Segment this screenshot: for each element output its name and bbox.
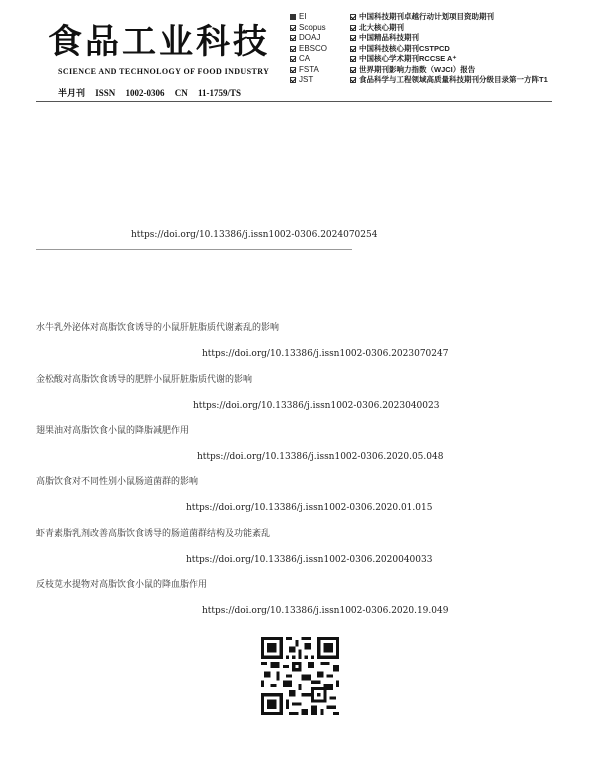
journal-frequency: 半月刊 bbox=[58, 88, 86, 98]
checkbox-checked-icon bbox=[290, 46, 296, 52]
related-article-title[interactable]: 高脂饮食对不同性别小鼠肠道菌群的影响 bbox=[36, 477, 199, 487]
related-article-title[interactable]: 反枝苋水提物对高脂饮食小鼠的降血脂作用 bbox=[36, 580, 208, 590]
checkbox-checked-icon bbox=[350, 14, 356, 20]
related-article-doi[interactable]: https://doi.org/10.13386/j.issn1002-0306.2020.01.015 bbox=[186, 503, 433, 513]
checkbox-checked-icon bbox=[350, 35, 356, 41]
related-article-doi[interactable]: https://doi.org/10.13386/j.issn1002-0306.2020.05.048 bbox=[197, 452, 444, 462]
checkbox-checked-icon bbox=[350, 77, 356, 83]
index-item: EI bbox=[290, 12, 327, 23]
index-item: CA bbox=[290, 54, 327, 65]
related-article-title[interactable]: 金松酸对高脂饮食诱导的肥胖小鼠肝脏脂质代谢的影响 bbox=[36, 375, 253, 385]
related-article-title[interactable]: 虾青素脂乳剂改善高脂饮食诱导的肠道菌群结构及功能紊乱 bbox=[36, 529, 271, 539]
journal-cn: CN 11-1759/TS bbox=[174, 88, 242, 98]
checkbox-checked-icon bbox=[290, 56, 296, 62]
journal-issn: ISSN 1002-0306 bbox=[95, 88, 165, 98]
related-article-doi[interactable]: https://doi.org/10.13386/j.issn1002-0306.2020.19.049 bbox=[202, 606, 449, 616]
checkbox-checked-icon bbox=[350, 67, 356, 73]
checkbox-checked-icon bbox=[290, 35, 296, 41]
honor-item: 中国科技核心期刊CSTPCD bbox=[350, 44, 548, 55]
honor-item: 中国核心学术期刊RCCSE A⁺ bbox=[350, 54, 548, 65]
index-item: EBSCO bbox=[290, 44, 327, 55]
index-item: DOAJ bbox=[290, 33, 327, 44]
doi-divider bbox=[36, 249, 352, 250]
honor-item: 中国科技期刊卓越行动计划项目资助期刊 bbox=[350, 12, 548, 23]
index-item: JST bbox=[290, 75, 327, 86]
honor-item: 食品科学与工程领域高质量科技期刊分级目录第一方阵T1 bbox=[350, 75, 548, 86]
honor-list bbox=[350, 12, 548, 86]
honor-item: 世界期刊影响力指数（WJCI）报告 bbox=[350, 65, 548, 76]
checkbox-checked-icon bbox=[290, 77, 296, 83]
journal-title-cn: 食品工业科技 bbox=[48, 22, 270, 62]
index-item: FSTA bbox=[290, 65, 327, 76]
journal-meta bbox=[58, 86, 241, 99]
index-list bbox=[290, 12, 327, 86]
checkbox-filled-icon bbox=[290, 14, 296, 20]
related-article-title[interactable]: 翅果油对高脂饮食小鼠的降脂减肥作用 bbox=[36, 426, 190, 436]
checkbox-checked-icon bbox=[290, 25, 296, 31]
article-doi-link[interactable]: https://doi.org/10.13386/j.issn1002-0306.2024070254 bbox=[131, 230, 378, 240]
index-item: Scopus bbox=[290, 23, 327, 34]
checkbox-checked-icon bbox=[350, 56, 356, 62]
checkbox-checked-icon bbox=[290, 67, 296, 73]
related-article-title[interactable]: 水牛乳外泌体对高脂饮食诱导的小鼠肝脏脂质代谢紊乱的影响 bbox=[36, 323, 280, 333]
checkbox-checked-icon bbox=[350, 25, 356, 31]
related-article-doi[interactable]: https://doi.org/10.13386/j.issn1002-0306.2020040033 bbox=[186, 555, 433, 565]
related-article-doi[interactable]: https://doi.org/10.13386/j.issn1002-0306.2023040023 bbox=[193, 401, 440, 411]
header-divider bbox=[36, 101, 552, 102]
related-article-doi[interactable]: https://doi.org/10.13386/j.issn1002-0306.2023070247 bbox=[202, 349, 449, 359]
honor-item: 中国精品科技期刊 bbox=[350, 33, 548, 44]
journal-title-en: SCIENCE AND TECHNOLOGY OF FOOD INDUSTRY bbox=[58, 67, 270, 76]
checkbox-checked-icon bbox=[350, 46, 356, 52]
honor-item: 北大核心期刊 bbox=[350, 23, 548, 34]
qr-code-icon bbox=[261, 637, 339, 715]
